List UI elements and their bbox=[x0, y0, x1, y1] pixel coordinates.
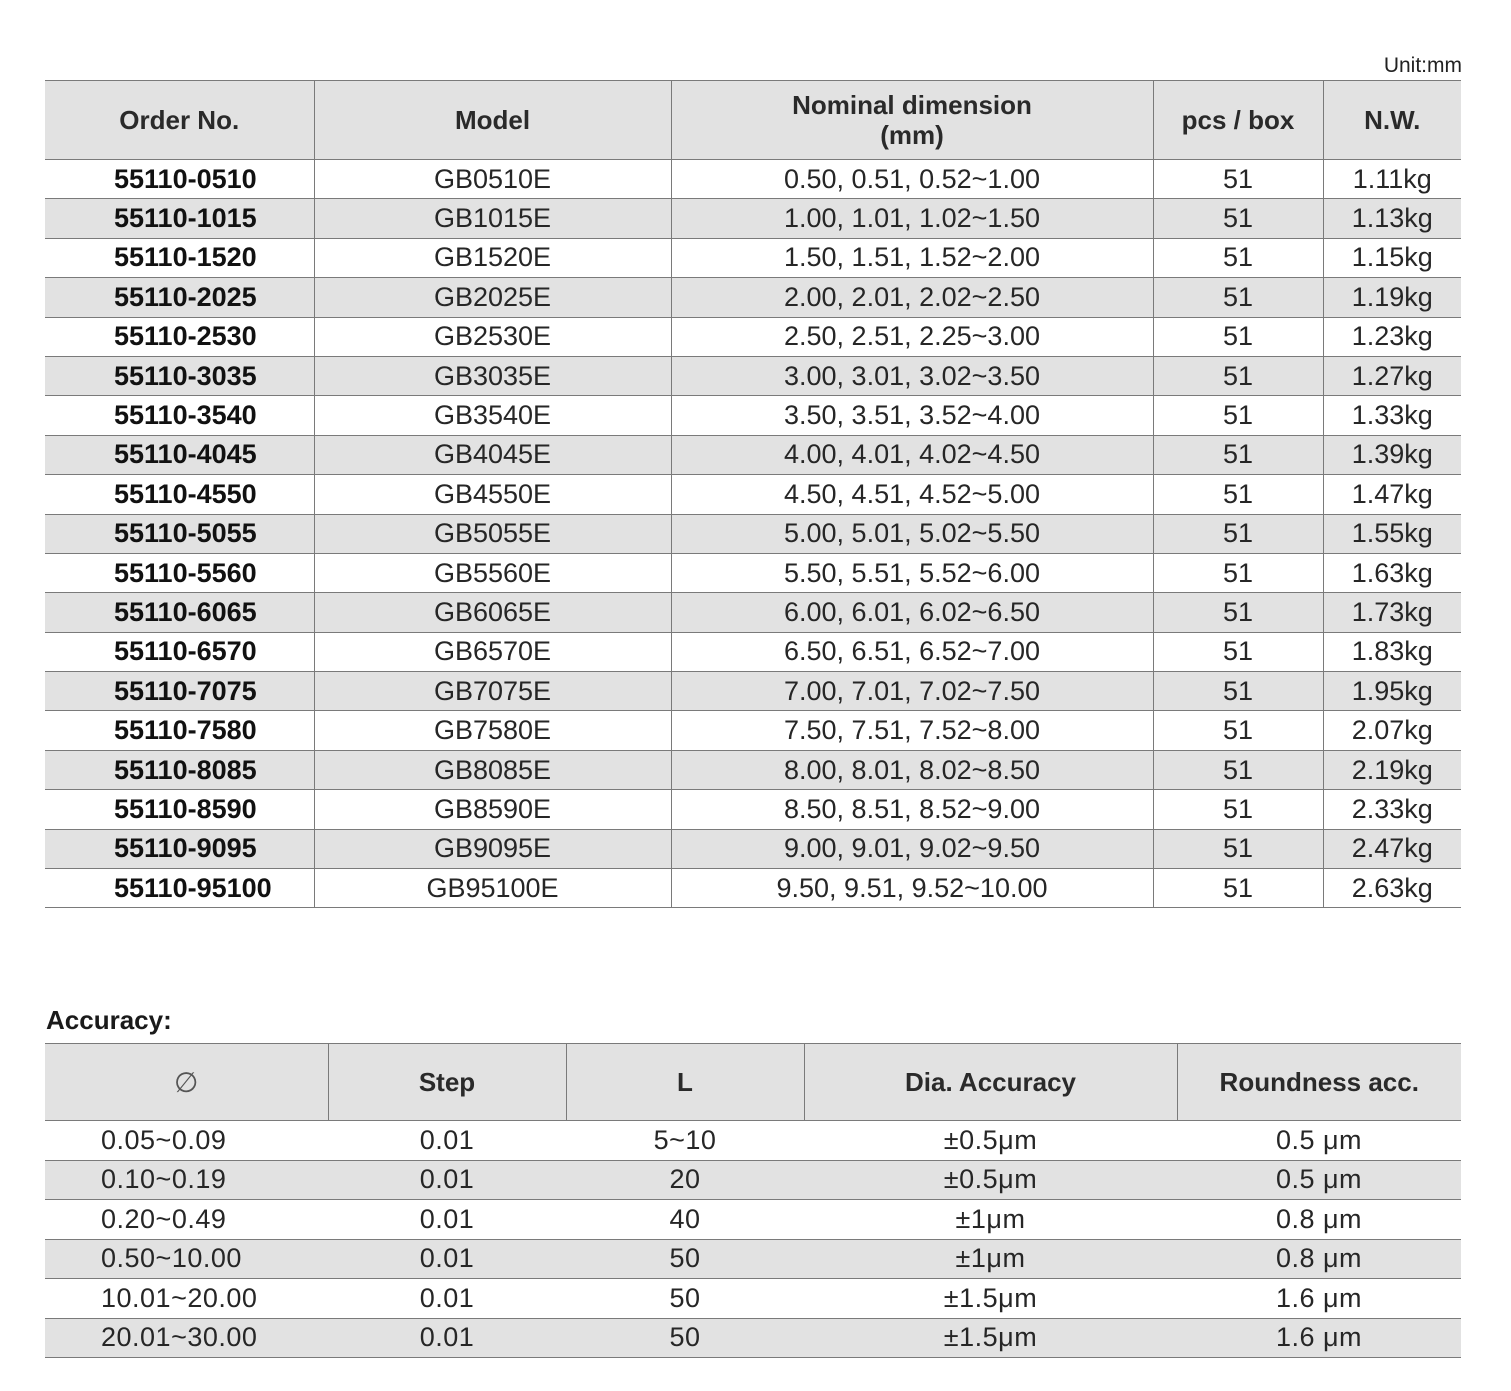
nominal-dimension-cell: 5.00, 5.01, 5.02~5.50 bbox=[671, 514, 1153, 553]
step-cell: 0.01 bbox=[328, 1160, 566, 1200]
table-row bbox=[45, 593, 1461, 632]
diameter-range-cell: 20.01~30.00 bbox=[45, 1318, 328, 1358]
nominal-dimension-cell: 9.00, 9.01, 9.02~9.50 bbox=[671, 829, 1153, 868]
order-no-cell: 55110-9095 bbox=[45, 829, 314, 868]
pcs-box-cell: 51 bbox=[1153, 632, 1323, 671]
roundness-cell: 1.6 μm bbox=[1177, 1279, 1461, 1319]
diameter-range-cell: 0.05~0.09 bbox=[45, 1121, 328, 1161]
nominal-dimension-cell: 2.50, 2.51, 2.25~3.00 bbox=[671, 317, 1153, 356]
model-cell: GB3540E bbox=[314, 396, 671, 435]
order-no-cell: 55110-8085 bbox=[45, 750, 314, 789]
pcs-box-cell: 51 bbox=[1153, 514, 1323, 553]
dia-accuracy-cell: ±1.5μm bbox=[804, 1318, 1177, 1358]
table-row bbox=[45, 672, 1461, 711]
nominal-dimension-cell: 1.50, 1.51, 1.52~2.00 bbox=[671, 238, 1153, 277]
table-row bbox=[45, 199, 1461, 238]
roundness-cell: 0.5 μm bbox=[1177, 1121, 1461, 1161]
model-cell: GB95100E bbox=[314, 869, 671, 908]
pcs-box-cell: 51 bbox=[1153, 199, 1323, 238]
model-cell: GB8085E bbox=[314, 750, 671, 789]
order-no-cell: 55110-4045 bbox=[45, 435, 314, 474]
nominal-dimension-cell: 8.50, 8.51, 8.52~9.00 bbox=[671, 790, 1153, 829]
table-row bbox=[45, 1239, 1461, 1279]
table-header-row bbox=[45, 1044, 1461, 1121]
net-weight-cell: 2.33kg bbox=[1323, 790, 1461, 829]
pcs-box-cell: 51 bbox=[1153, 396, 1323, 435]
order-no-cell: 55110-6065 bbox=[45, 593, 314, 632]
model-cell: GB7580E bbox=[314, 711, 671, 750]
nominal-dimension-cell: 3.00, 3.01, 3.02~3.50 bbox=[671, 356, 1153, 395]
header-nominal-dimension bbox=[671, 81, 1153, 160]
table-row bbox=[45, 514, 1461, 553]
roundness-cell: 0.5 μm bbox=[1177, 1160, 1461, 1200]
table-row bbox=[45, 829, 1461, 868]
length-cell: 50 bbox=[566, 1318, 804, 1358]
table-row bbox=[45, 1160, 1461, 1200]
table-row bbox=[45, 238, 1461, 277]
length-cell: 20 bbox=[566, 1160, 804, 1200]
table-row bbox=[45, 396, 1461, 435]
order-no-cell: 55110-1015 bbox=[45, 199, 314, 238]
net-weight-cell: 2.47kg bbox=[1323, 829, 1461, 868]
order-no-cell: 55110-3540 bbox=[45, 396, 314, 435]
pcs-box-cell: 51 bbox=[1153, 475, 1323, 514]
table-row bbox=[45, 160, 1461, 199]
table-row bbox=[45, 869, 1461, 908]
dia-accuracy-cell: ±1μm bbox=[804, 1200, 1177, 1240]
table-row bbox=[45, 632, 1461, 671]
table-row bbox=[45, 553, 1461, 592]
nominal-dimension-cell: 3.50, 3.51, 3.52~4.00 bbox=[671, 396, 1153, 435]
model-cell: GB2025E bbox=[314, 278, 671, 317]
pcs-box-cell: 51 bbox=[1153, 317, 1323, 356]
table-row bbox=[45, 435, 1461, 474]
header-nominal-line1: Nominal dimension bbox=[792, 90, 1032, 120]
order-no-cell: 55110-5560 bbox=[45, 553, 314, 592]
order-no-cell: 55110-4550 bbox=[45, 475, 314, 514]
net-weight-cell: 1.13kg bbox=[1323, 199, 1461, 238]
length-cell: 50 bbox=[566, 1239, 804, 1279]
net-weight-cell: 1.15kg bbox=[1323, 238, 1461, 277]
pcs-box-cell: 51 bbox=[1153, 593, 1323, 632]
net-weight-cell: 1.33kg bbox=[1323, 396, 1461, 435]
header-order-no: Order No. bbox=[45, 81, 314, 160]
pcs-box-cell: 51 bbox=[1153, 672, 1323, 711]
net-weight-cell: 2.19kg bbox=[1323, 750, 1461, 789]
header-dia-accuracy: Dia. Accuracy bbox=[804, 1044, 1177, 1121]
order-no-cell: 55110-7075 bbox=[45, 672, 314, 711]
model-cell: GB4045E bbox=[314, 435, 671, 474]
pcs-box-cell: 51 bbox=[1153, 356, 1323, 395]
order-no-cell: 55110-7580 bbox=[45, 711, 314, 750]
model-cell: GB9095E bbox=[314, 829, 671, 868]
model-cell: GB8590E bbox=[314, 790, 671, 829]
net-weight-cell: 1.11kg bbox=[1323, 160, 1461, 199]
net-weight-cell: 1.19kg bbox=[1323, 278, 1461, 317]
table-header-row bbox=[45, 81, 1461, 160]
order-no-cell: 55110-0510 bbox=[45, 160, 314, 199]
header-pcs-box: pcs / box bbox=[1153, 81, 1323, 160]
net-weight-cell: 1.23kg bbox=[1323, 317, 1461, 356]
model-cell: GB0510E bbox=[314, 160, 671, 199]
model-cell: GB6570E bbox=[314, 632, 671, 671]
net-weight-cell: 1.95kg bbox=[1323, 672, 1461, 711]
diameter-range-cell: 0.20~0.49 bbox=[45, 1200, 328, 1240]
pcs-box-cell: 51 bbox=[1153, 553, 1323, 592]
header-model: Model bbox=[314, 81, 671, 160]
model-cell: GB7075E bbox=[314, 672, 671, 711]
order-no-cell: 55110-5055 bbox=[45, 514, 314, 553]
order-no-cell: 55110-8590 bbox=[45, 790, 314, 829]
diameter-range-cell: 0.10~0.19 bbox=[45, 1160, 328, 1200]
net-weight-cell: 2.07kg bbox=[1323, 711, 1461, 750]
dia-accuracy-cell: ±1.5μm bbox=[804, 1279, 1177, 1319]
length-cell: 50 bbox=[566, 1279, 804, 1319]
net-weight-cell: 1.83kg bbox=[1323, 632, 1461, 671]
roundness-cell: 1.6 μm bbox=[1177, 1318, 1461, 1358]
length-cell: 40 bbox=[566, 1200, 804, 1240]
header-net-weight: N.W. bbox=[1323, 81, 1461, 160]
length-cell: 5~10 bbox=[566, 1121, 804, 1161]
diameter-range-cell: 0.50~10.00 bbox=[45, 1239, 328, 1279]
model-cell: GB4550E bbox=[314, 475, 671, 514]
table-row bbox=[45, 475, 1461, 514]
model-cell: GB1015E bbox=[314, 199, 671, 238]
table-row bbox=[45, 278, 1461, 317]
accuracy-table bbox=[45, 1043, 1461, 1358]
nominal-dimension-cell: 8.00, 8.01, 8.02~8.50 bbox=[671, 750, 1153, 789]
accuracy-title: Accuracy: bbox=[46, 1005, 172, 1035]
order-no-cell: 55110-1520 bbox=[45, 238, 314, 277]
model-cell: GB2530E bbox=[314, 317, 671, 356]
pcs-box-cell: 51 bbox=[1153, 829, 1323, 868]
roundness-cell: 0.8 μm bbox=[1177, 1239, 1461, 1279]
model-cell: GB6065E bbox=[314, 593, 671, 632]
nominal-dimension-cell: 7.50, 7.51, 7.52~8.00 bbox=[671, 711, 1153, 750]
header-nominal-line2: (mm) bbox=[880, 120, 944, 150]
order-no-cell: 55110-95100 bbox=[45, 869, 314, 908]
roundness-cell: 0.8 μm bbox=[1177, 1200, 1461, 1240]
order-no-cell: 55110-2025 bbox=[45, 278, 314, 317]
dia-accuracy-cell: ±1μm bbox=[804, 1239, 1177, 1279]
table-row bbox=[45, 711, 1461, 750]
header-step: Step bbox=[328, 1044, 566, 1121]
dia-accuracy-cell: ±0.5μm bbox=[804, 1121, 1177, 1161]
table-row bbox=[45, 1318, 1461, 1358]
pcs-box-cell: 51 bbox=[1153, 435, 1323, 474]
model-cell: GB1520E bbox=[314, 238, 671, 277]
table-row bbox=[45, 1200, 1461, 1240]
step-cell: 0.01 bbox=[328, 1121, 566, 1161]
gauge-pin-set-table bbox=[45, 80, 1461, 908]
step-cell: 0.01 bbox=[328, 1279, 566, 1319]
pcs-box-cell: 51 bbox=[1153, 278, 1323, 317]
unit-label: Unit:mm bbox=[1383, 54, 1462, 77]
header-diameter-symbol: ∅ bbox=[45, 1044, 328, 1121]
table-row bbox=[45, 1279, 1461, 1319]
pcs-box-cell: 51 bbox=[1153, 869, 1323, 908]
header-length: L bbox=[566, 1044, 804, 1121]
nominal-dimension-cell: 4.00, 4.01, 4.02~4.50 bbox=[671, 435, 1153, 474]
diameter-range-cell: 10.01~20.00 bbox=[45, 1279, 328, 1319]
table-row bbox=[45, 790, 1461, 829]
step-cell: 0.01 bbox=[328, 1200, 566, 1240]
net-weight-cell: 1.39kg bbox=[1323, 435, 1461, 474]
nominal-dimension-cell: 6.00, 6.01, 6.02~6.50 bbox=[671, 593, 1153, 632]
model-cell: GB5055E bbox=[314, 514, 671, 553]
net-weight-cell: 1.73kg bbox=[1323, 593, 1461, 632]
pcs-box-cell: 51 bbox=[1153, 750, 1323, 789]
step-cell: 0.01 bbox=[328, 1239, 566, 1279]
table-row bbox=[45, 356, 1461, 395]
nominal-dimension-cell: 5.50, 5.51, 5.52~6.00 bbox=[671, 553, 1153, 592]
nominal-dimension-cell: 6.50, 6.51, 6.52~7.00 bbox=[671, 632, 1153, 671]
model-cell: GB3035E bbox=[314, 356, 671, 395]
net-weight-cell: 1.55kg bbox=[1323, 514, 1461, 553]
nominal-dimension-cell: 4.50, 4.51, 4.52~5.00 bbox=[671, 475, 1153, 514]
order-no-cell: 55110-6570 bbox=[45, 632, 314, 671]
model-cell: GB5560E bbox=[314, 553, 671, 592]
table-row bbox=[45, 317, 1461, 356]
pcs-box-cell: 51 bbox=[1153, 790, 1323, 829]
order-no-cell: 55110-2530 bbox=[45, 317, 314, 356]
net-weight-cell: 2.63kg bbox=[1323, 869, 1461, 908]
header-roundness-accuracy: Roundness acc. bbox=[1177, 1044, 1461, 1121]
net-weight-cell: 1.27kg bbox=[1323, 356, 1461, 395]
dia-accuracy-cell: ±0.5μm bbox=[804, 1160, 1177, 1200]
step-cell: 0.01 bbox=[328, 1318, 566, 1358]
table-row bbox=[45, 1121, 1461, 1161]
pcs-box-cell: 51 bbox=[1153, 711, 1323, 750]
nominal-dimension-cell: 2.00, 2.01, 2.02~2.50 bbox=[671, 278, 1153, 317]
table-row bbox=[45, 750, 1461, 789]
net-weight-cell: 1.63kg bbox=[1323, 553, 1461, 592]
nominal-dimension-cell: 7.00, 7.01, 7.02~7.50 bbox=[671, 672, 1153, 711]
pcs-box-cell: 51 bbox=[1153, 238, 1323, 277]
pcs-box-cell: 51 bbox=[1153, 160, 1323, 199]
order-no-cell: 55110-3035 bbox=[45, 356, 314, 395]
nominal-dimension-cell: 0.50, 0.51, 0.52~1.00 bbox=[671, 160, 1153, 199]
nominal-dimension-cell: 9.50, 9.51, 9.52~10.00 bbox=[671, 869, 1153, 908]
net-weight-cell: 1.47kg bbox=[1323, 475, 1461, 514]
nominal-dimension-cell: 1.00, 1.01, 1.02~1.50 bbox=[671, 199, 1153, 238]
